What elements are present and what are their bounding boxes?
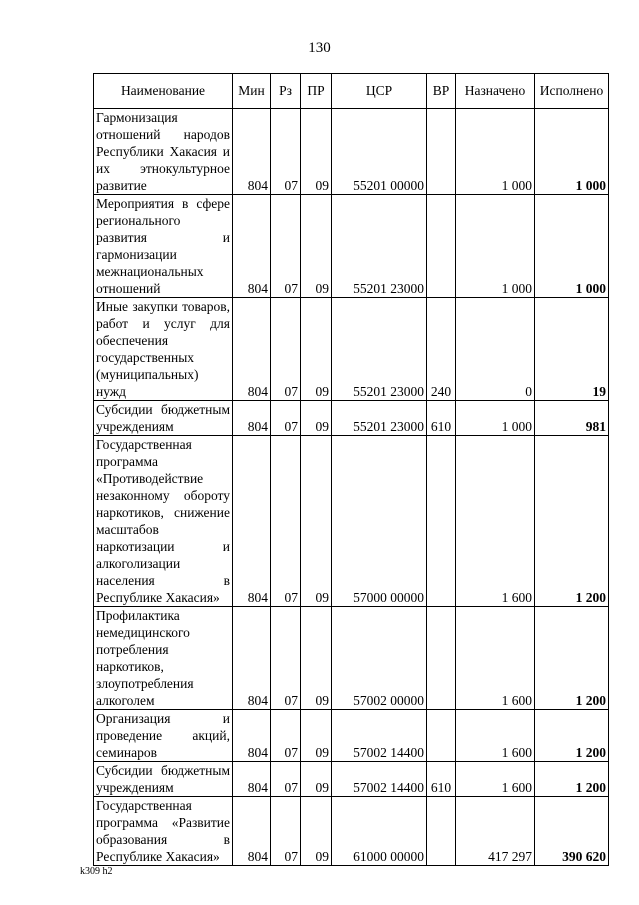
header-vr: ВР xyxy=(427,74,456,109)
cell-pr: 09 xyxy=(301,710,332,762)
table-row xyxy=(94,762,609,797)
header-pr: ПР xyxy=(301,74,332,109)
cell-rz: 07 xyxy=(271,195,301,298)
cell-min: 804 xyxy=(233,607,271,710)
budget-table xyxy=(93,73,609,866)
footer-code: k309 h2 xyxy=(80,866,113,877)
cell-min: 804 xyxy=(233,195,271,298)
cell-executed: 390 620 xyxy=(535,797,609,866)
cell-csr: 57002 14400 xyxy=(332,710,427,762)
cell-executed: 1 200 xyxy=(535,436,609,607)
cell-csr: 55201 23000 xyxy=(332,401,427,436)
header-assigned: Назначено xyxy=(456,74,535,109)
cell-rz: 07 xyxy=(271,401,301,436)
cell-executed: 1 200 xyxy=(535,607,609,710)
cell-min: 804 xyxy=(233,797,271,866)
cell-min: 804 xyxy=(233,710,271,762)
table-row xyxy=(94,710,609,762)
cell-pr: 09 xyxy=(301,195,332,298)
cell-pr: 09 xyxy=(301,401,332,436)
cell-name: Субсидии бюджетным учреждениям xyxy=(94,762,233,797)
cell-min: 804 xyxy=(233,762,271,797)
cell-rz: 07 xyxy=(271,710,301,762)
cell-min: 804 xyxy=(233,109,271,195)
cell-csr: 57000 00000 xyxy=(332,436,427,607)
header-csr: ЦСР xyxy=(332,74,427,109)
table-row xyxy=(94,298,609,401)
cell-name: Гармонизация отношений народов Республики Хакасия и их этнокультурное развитие xyxy=(94,109,233,195)
cell-name: Мероприятия в сфере регионального развития и гармонизации межнациональных отношений xyxy=(94,195,233,298)
cell-vr: 610 xyxy=(427,401,456,436)
header-executed: Исполнено xyxy=(535,74,609,109)
cell-assigned: 1 600 xyxy=(456,607,535,710)
cell-rz: 07 xyxy=(271,436,301,607)
cell-name: Иные закупки товаров, работ и услуг для обеспечения государственных (муниципальных) нужд xyxy=(94,298,233,401)
cell-executed: 1 200 xyxy=(535,710,609,762)
cell-name: Профилактика немедицинского потребления наркотиков, злоупотребления алкоголем xyxy=(94,607,233,710)
cell-executed: 1 200 xyxy=(535,762,609,797)
cell-executed: 1 000 xyxy=(535,195,609,298)
cell-rz: 07 xyxy=(271,762,301,797)
header-name: Наименование xyxy=(94,74,233,109)
cell-min: 804 xyxy=(233,401,271,436)
table-row xyxy=(94,436,609,607)
cell-vr: 610 xyxy=(427,762,456,797)
cell-vr xyxy=(427,109,456,195)
cell-assigned: 1 000 xyxy=(456,109,535,195)
cell-csr: 55201 23000 xyxy=(332,195,427,298)
cell-rz: 07 xyxy=(271,607,301,710)
cell-assigned: 1 600 xyxy=(456,762,535,797)
cell-assigned: 417 297 xyxy=(456,797,535,866)
table-row xyxy=(94,607,609,710)
header-row xyxy=(94,74,609,109)
table-row xyxy=(94,797,609,866)
cell-executed: 19 xyxy=(535,298,609,401)
page-number: 130 xyxy=(308,40,331,56)
table-row xyxy=(94,401,609,436)
cell-csr: 55201 23000 xyxy=(332,298,427,401)
cell-assigned: 1 600 xyxy=(456,710,535,762)
cell-pr: 09 xyxy=(301,298,332,401)
cell-vr xyxy=(427,710,456,762)
cell-executed: 981 xyxy=(535,401,609,436)
cell-name: Субсидии бюджетным учреждениям xyxy=(94,401,233,436)
cell-executed: 1 000 xyxy=(535,109,609,195)
cell-name: Государственная программа «Развитие образования в Республике Хакасия» xyxy=(94,797,233,866)
table-row xyxy=(94,195,609,298)
cell-assigned: 1 600 xyxy=(456,436,535,607)
cell-vr xyxy=(427,797,456,866)
cell-rz: 07 xyxy=(271,298,301,401)
header-rz: Рз xyxy=(271,74,301,109)
cell-vr xyxy=(427,607,456,710)
cell-vr: 240 xyxy=(427,298,456,401)
table-row xyxy=(94,109,609,195)
cell-pr: 09 xyxy=(301,436,332,607)
cell-csr: 61000 00000 xyxy=(332,797,427,866)
cell-rz: 07 xyxy=(271,797,301,866)
cell-name: Государственная программа «Противодействие незаконному обороту наркотиков, снижение масштабов наркотизации и алкоголизации населения в Республике Хакасия» xyxy=(94,436,233,607)
cell-pr: 09 xyxy=(301,109,332,195)
cell-vr xyxy=(427,195,456,298)
cell-vr xyxy=(427,436,456,607)
cell-csr: 55201 00000 xyxy=(332,109,427,195)
cell-assigned: 1 000 xyxy=(456,195,535,298)
cell-min: 804 xyxy=(233,298,271,401)
cell-pr: 09 xyxy=(301,607,332,710)
cell-assigned: 0 xyxy=(456,298,535,401)
cell-csr: 57002 00000 xyxy=(332,607,427,710)
cell-pr: 09 xyxy=(301,762,332,797)
cell-assigned: 1 000 xyxy=(456,401,535,436)
cell-csr: 57002 14400 xyxy=(332,762,427,797)
cell-name: Организация и проведение акций, семинаров xyxy=(94,710,233,762)
cell-pr: 09 xyxy=(301,797,332,866)
cell-rz: 07 xyxy=(271,109,301,195)
cell-min: 804 xyxy=(233,436,271,607)
header-min: Мин xyxy=(233,74,271,109)
